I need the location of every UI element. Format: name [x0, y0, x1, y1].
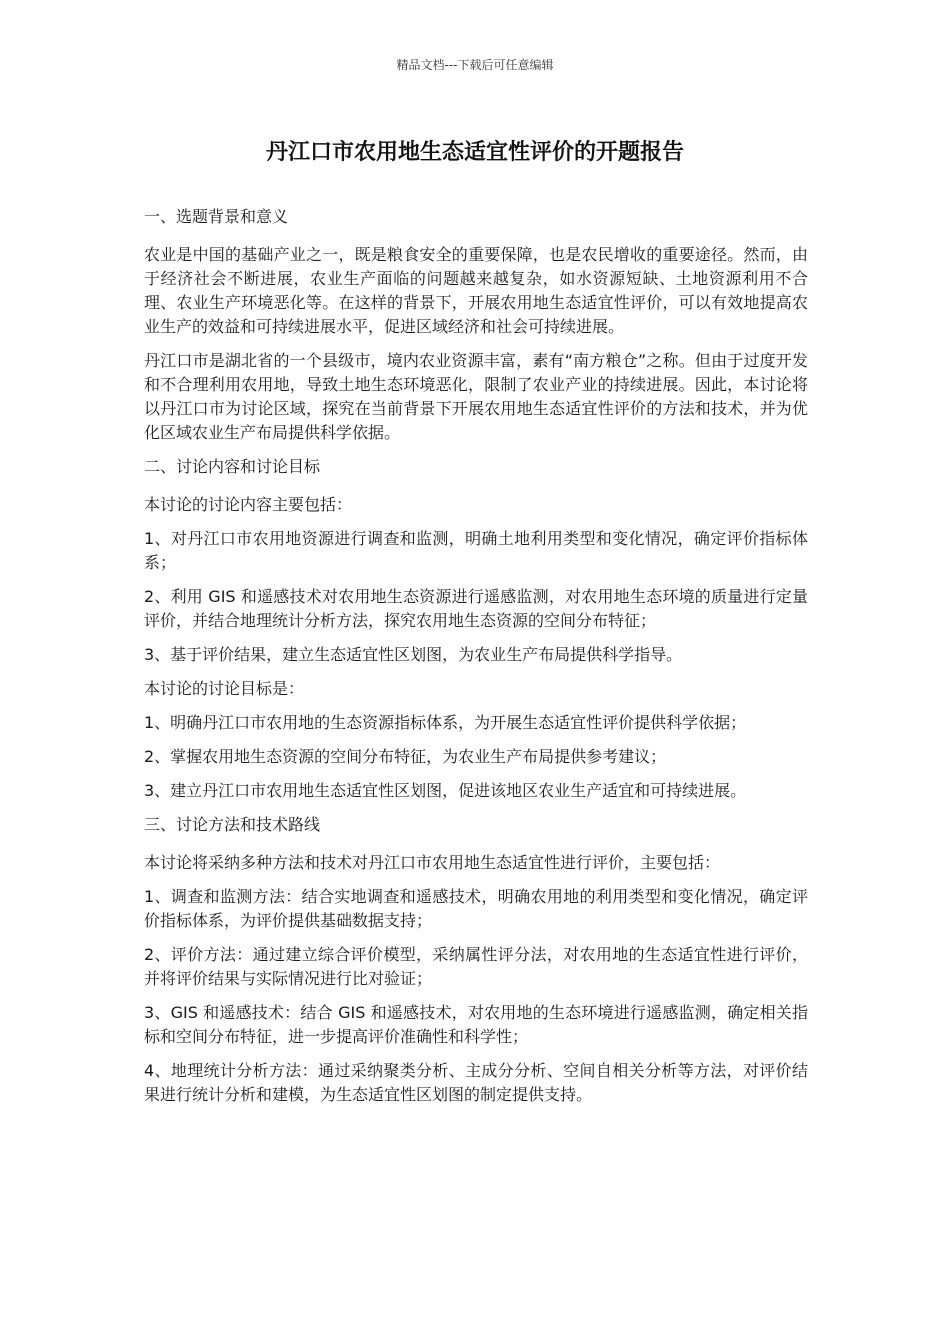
section-heading-background: 一、选题背景和意义	[144, 207, 289, 226]
document-title: 丹江口市农用地生态适宜性评价的开题报告	[265, 140, 684, 165]
content-item-2: 2、利用 GIS 和遥感技术对农用地生态资源进行遥感监测，对农用地生态环境的质量进行定量评价，并结合地理统计分析方法，探究农用地生态资源的空间分布特征；	[144, 587, 808, 630]
paragraph-background-1: 农业是中国的基础产业之一，既是粮食安全的重要保障，也是农民增收的重要途径。然而，由于经济社会不断进展，农业生产面临的问题越来越复杂，如水资源短缺、土地资源利用不合理、农业生产环境恶化等。在这样的背景下，开展农用地生态适宜性评价，可以有效地提高农业生产的效益和可持续进展水平，促进区域经济和社会可持续进展。	[144, 245, 808, 336]
section-heading-methods: 三、讨论方法和技术路线	[144, 815, 321, 834]
goal-item-2: 2、掌握农用地生态资源的空间分布特征，为农业生产布局提供参考建议；	[144, 747, 667, 766]
content-item-1: 1、对丹江口市农用地资源进行调查和监测，明确土地利用类型和变化情况，确定评价指标体系；	[144, 529, 808, 572]
goal-item-3: 3、建立丹江口市农用地生态适宜性区划图，促进该地区农业生产适宜和可持续进展。	[144, 781, 747, 800]
paragraph-background-2: 丹江口市是湖北省的一个县级市，境内农业资源丰富，素有“南方粮仓”之称。但由于过度开发和不合理利用农用地，导致土地生态环境恶化，限制了农业产业的持续进展。因此，本讨论将以丹江口市为讨论区域，探究在当前背景下开展农用地生态适宜性评价的方法和技术，并为优化区域农业生产布局提供科学依据。	[144, 351, 808, 442]
method-item-1: 1、调查和监测方法：结合实地调查和遥感技术，明确农用地的利用类型和变化情况，确定评价指标体系，为评价提供基础数据支持；	[144, 887, 808, 930]
document-body	[144, 205, 808, 1117]
method-item-3: 3、GIS 和遥感技术：结合 GIS 和遥感技术，对农用地的生态环境进行遥感监测，确定相关指标和空间分布特征，进一步提高评价准确性和科学性；	[144, 1003, 808, 1046]
section-heading-content: 二、讨论内容和讨论目标	[144, 457, 321, 476]
goal-intro: 本讨论的讨论目标是：	[144, 679, 305, 698]
content-item-3: 3、基于评价结果，建立生态适宜性区划图，为农业生产布局提供科学指导。	[144, 645, 683, 664]
method-item-4: 4、地理统计分析方法：通过采纳聚类分析、主成分分析、空间自相关分析等方法，对评价结果进行统计分析和建模，为生态适宜性区划图的制定提供支持。	[144, 1061, 808, 1104]
content-intro: 本讨论的讨论内容主要包括：	[144, 495, 353, 514]
methods-intro: 本讨论将采纳多种方法和技术对丹江口市农用地生态适宜性进行评价，主要包括：	[144, 853, 721, 872]
method-item-2: 2、评价方法：通过建立综合评价模型，采纳属性评分法，对农用地的生态适宜性进行评价，并将评价结果与实际情况进行比对验证；	[144, 945, 808, 988]
goal-item-1: 1、明确丹江口市农用地的生态资源指标体系，为开展生态适宜性评价提供科学依据；	[144, 713, 747, 732]
header-note: 精品文档---下载后可任意编辑	[396, 58, 554, 72]
